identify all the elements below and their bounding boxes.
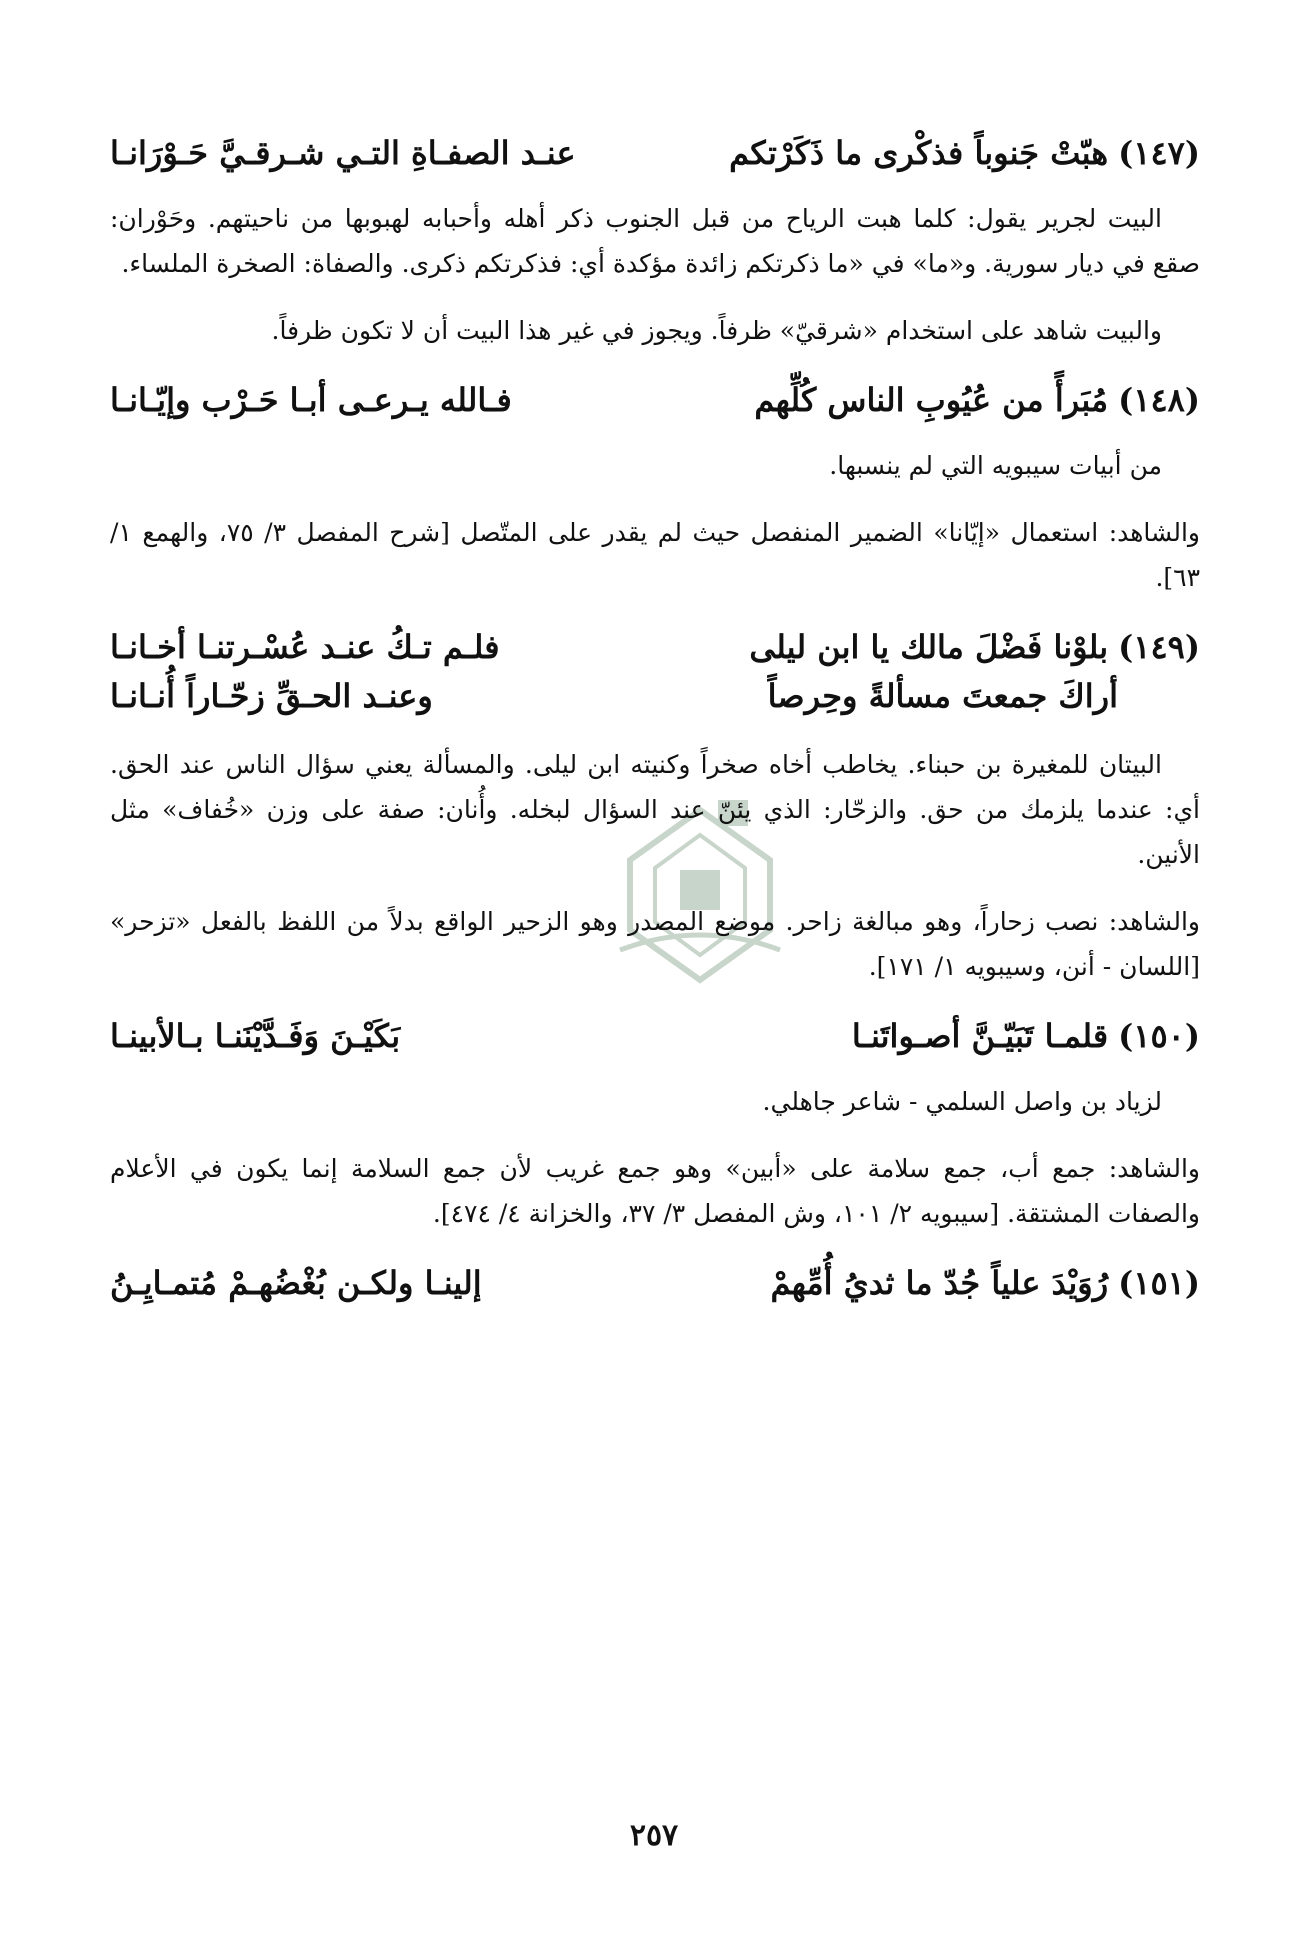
page-number: ٢٥٧ <box>629 1818 679 1853</box>
verse-149-line-1 <box>110 622 1200 672</box>
commentary-paragraph: والشاهد: نصب زحاراً، وهو مبالغة زاحر. موضع المصدر وهو الزحير الواقع بدلاً من اللفظ بالفعل «تزحر» [اللسان - أنن، وسيبويه ١/ ١٧١]. <box>110 907 1200 981</box>
commentary-paragraph: البيت لجرير يقول: كلما هبت الرياح من قبل الجنوب ذكر أهله وأحبابه لهبوبها من ناحيتهم. وحَوْران: صقع في ديار سورية. و«ما» في «ما ذكرتكم زائدة مؤكدة أي: فذكرتكم ذكرى. والصفاة: الصخرة الملساء. <box>110 204 1200 278</box>
verse-147 <box>110 128 1200 178</box>
verse-hemistich-second: عنـد الصفـاةِ التـي شـرقـيَّ حَـوْرَانـا <box>110 134 576 172</box>
verse-hemistich-second: بَكَيْـنَ وَفَـدَّيْنَنـا بـالأبينـا <box>110 1017 401 1055</box>
commentary-paragraph: والشاهد: جمع أب، جمع سلامة على «أبين» وهو جمع غريب لأن جمع السلامة إنما يكون في الأعلام والصفات المشتقة. [سيبويه ٢/ ١٠١، وش المفصل ٣/ ٣٧، والخزانة ٤/ ٤٧٤]. <box>110 1154 1200 1228</box>
verse-number: (١٤٨) <box>1118 381 1200 419</box>
verse-number: (١٥١) <box>1118 1264 1200 1302</box>
verse-number: (١٤٧) <box>1118 134 1200 172</box>
verse-hemistich-first: بلوْنا فَضْلَ مالك يا ابن ليلى <box>749 628 1109 666</box>
verse-number: (١٤٩) <box>1118 628 1200 666</box>
verse-hemistich-second: وعنـد الحـقِّ زحّـاراً أُنـانـا <box>110 677 433 715</box>
verse-hemistich-first: رُوَيْدَ علياً جُدّ ما ثديُ أُمِّهمْ <box>770 1264 1109 1302</box>
verse-149-line-2 <box>110 672 1200 720</box>
verse-hemistich-first: هبّتْ جَنوباً فذكْرى ما ذَكَرْتكم <box>729 134 1109 172</box>
verse-151 <box>110 1258 1200 1308</box>
commentary-paragraph: البيتان للمغيرة بن حبناء. يخاطب أخاه صخراً وكنيته ابن ليلى. والمسألة يعني سؤال الناس عند الحق. أي: عندما يلزمك من حق. والزحّار: الذي يئنّ عند السؤال لبخله. وأُنان: صفة على وزن «خُفاف» مثل الأنين. <box>110 750 1200 869</box>
commentary-paragraph: لزياد بن واصل السلمي - شاعر جاهلي. <box>762 1087 1162 1116</box>
verse-number: (١٥٠) <box>1118 1017 1200 1055</box>
verse-hemistich-second: فـالله يـرعـى أبـا حَـرْب وإيّـانـا <box>110 381 512 419</box>
verse-150 <box>110 1011 1200 1061</box>
verse-hemistich-second: فلـم تـكُ عنـد عُسْـرتنـا أخـانـا <box>110 628 500 666</box>
verse-hemistich-first: أراكَ جمعتَ مسألةً وحِرصاً <box>767 677 1118 715</box>
verse-148 <box>110 375 1200 425</box>
commentary-paragraph: والبيت شاهد على استخدام «شرقيّ» ظرفاً. ويجوز في غير هذا البيت أن لا تكون ظرفاً. <box>271 316 1162 345</box>
verse-hemistich-first: مُبَرأً من عُيُوبِ الناس كُلِّهم <box>754 381 1109 419</box>
verse-hemistich-second: إلينـا ولكـن بُغْضُهـمْ مُتمـايِـنُ <box>110 1264 482 1302</box>
commentary-paragraph: من أبيات سيبويه التي لم ينسبها. <box>829 451 1162 480</box>
commentary-paragraph: والشاهد: استعمال «إيّانا» الضمير المنفصل حيث لم يقدر على المتّصل [شرح المفصل ٣/ ٧٥، والهمع ١/ ٦٣]. <box>110 518 1200 592</box>
verse-hemistich-first: قلمـا تَبَيّـنَّ أصـواتَنـا <box>851 1017 1109 1055</box>
page-content <box>110 128 1200 1326</box>
